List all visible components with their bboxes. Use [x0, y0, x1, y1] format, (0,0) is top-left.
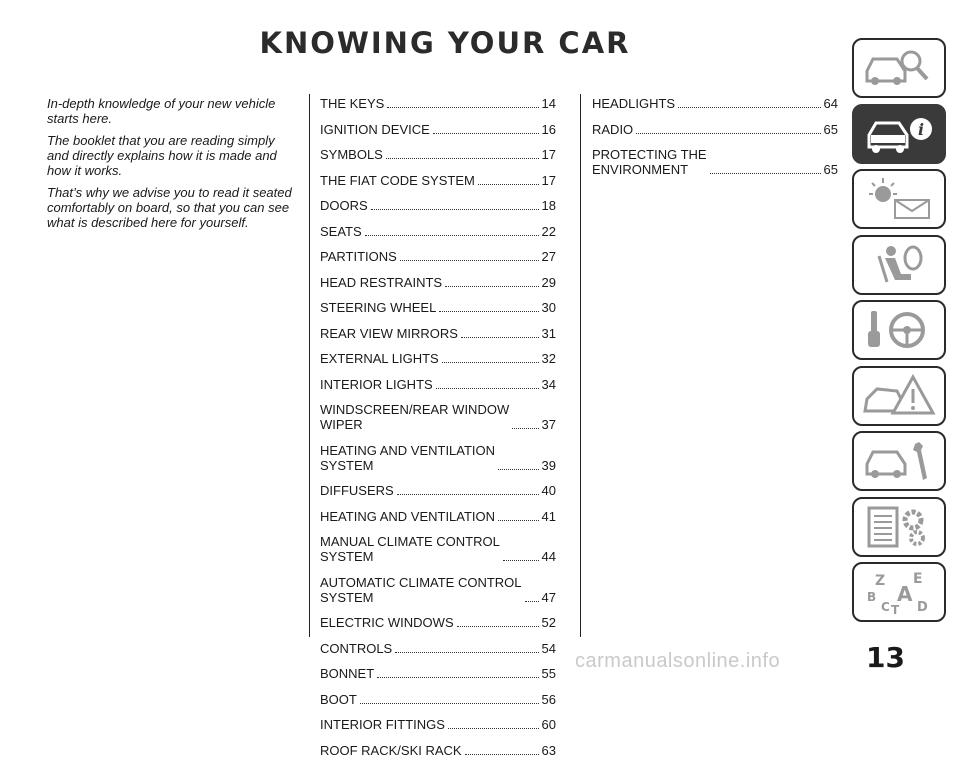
dot-leader [498, 520, 538, 521]
toc-entry-page: 60 [541, 717, 556, 732]
toc-entry-title: DIFFUSERS [320, 483, 394, 498]
dot-leader [397, 494, 539, 495]
toc-entry-title: BOOT [320, 691, 357, 707]
toc-column-1 [320, 96, 556, 768]
svg-text:i: i [917, 119, 925, 139]
toc-entry[interactable] [320, 377, 556, 392]
index-letter: C [881, 600, 890, 614]
toc-entry[interactable] [320, 96, 556, 111]
toc-entry[interactable] [320, 326, 556, 341]
toc-entry[interactable] [320, 509, 556, 524]
toc-entry[interactable] [320, 402, 556, 432]
toc-entry[interactable] [592, 96, 838, 111]
dot-leader [365, 235, 539, 236]
toc-entry-title: HEAD RESTRAINTS [320, 274, 443, 290]
dot-leader [512, 428, 538, 429]
toc-entry-page: 14 [541, 96, 556, 111]
dot-leader [439, 311, 538, 312]
warning-light-message-icon [861, 176, 937, 222]
toc-entry[interactable] [320, 483, 556, 498]
dot-leader [371, 209, 539, 210]
dot-leader [400, 260, 539, 261]
dot-leader [445, 286, 538, 287]
tab-warning-lights[interactable] [852, 169, 946, 229]
toc-entry-page: 54 [541, 640, 556, 656]
dot-leader [465, 754, 539, 755]
toc-entry-title: SYMBOLS [320, 147, 383, 162]
toc-entry-page: 17 [541, 147, 556, 162]
tab-car-info[interactable] [852, 104, 946, 164]
toc-entry-page: 44 [541, 549, 556, 564]
toc-column-2 [592, 96, 838, 188]
toc-entry-title: AUTOMATIC CLIMATE CONTROL SYSTEM [320, 574, 522, 605]
section-title: KNOWING YOUR CAR [259, 26, 631, 60]
dot-leader [525, 601, 539, 602]
toc-entry[interactable] [320, 300, 556, 315]
toc-entry-page: 41 [541, 508, 556, 524]
toc-entry-page: 30 [541, 300, 556, 315]
toc-entry-title: IGNITION DEVICE [320, 121, 430, 137]
toc-entry-title: THE FIAT CODE SYSTEM [320, 172, 475, 188]
car-search-icon [861, 45, 937, 91]
dot-leader [710, 173, 821, 174]
dot-leader [448, 728, 539, 729]
toc-entry[interactable] [320, 173, 556, 188]
toc-entry-page: 16 [541, 121, 556, 137]
toc-entry[interactable] [320, 147, 556, 162]
toc-entry-page: 47 [541, 589, 556, 605]
chapter-tabs [852, 38, 947, 628]
index-letter: B [867, 590, 877, 604]
column-divider [580, 94, 581, 637]
tab-index[interactable] [852, 562, 946, 622]
dot-leader [457, 626, 539, 627]
dot-leader [442, 362, 539, 363]
toc-entry[interactable] [320, 198, 556, 213]
intro-paragraph: In-depth knowledge of your new vehicle starts here. [47, 96, 276, 126]
toc-entry[interactable] [320, 575, 556, 605]
dot-leader [386, 158, 539, 159]
toc-entry-page: 22 [541, 223, 556, 239]
toc-entry-page: 34 [541, 376, 556, 392]
toc-entry[interactable] [320, 641, 556, 656]
tab-maintenance[interactable] [852, 431, 946, 491]
toc-entry-title: WINDSCREEN/REAR WINDOW WIPER [320, 402, 510, 432]
toc-entry[interactable] [320, 224, 556, 239]
toc-entry-title: STEERING WHEEL [320, 300, 437, 315]
toc-entry[interactable] [320, 275, 556, 290]
toc-entry-title: DOORS [320, 198, 368, 213]
toc-entry[interactable] [320, 615, 556, 630]
toc-entry-page: 31 [541, 325, 556, 341]
spec-sheet-gears-icon [861, 504, 937, 550]
toc-entry-page: 17 [541, 172, 556, 188]
toc-entry[interactable] [320, 717, 556, 732]
toc-entry-title: REAR VIEW MIRRORS [320, 325, 458, 341]
toc-entry[interactable] [592, 147, 838, 177]
toc-entry-title: PARTITIONS [320, 249, 397, 264]
column-divider [309, 94, 310, 637]
toc-entry-page: 32 [541, 351, 556, 366]
dot-leader [387, 107, 538, 108]
tab-starting-driving[interactable] [852, 300, 946, 360]
dot-leader [436, 388, 539, 389]
tab-technical-data[interactable] [852, 497, 946, 557]
toc-entry-title: SEATS [320, 223, 362, 239]
index-letter: A [897, 582, 913, 606]
toc-entry-title: INTERIOR FITTINGS [320, 717, 445, 732]
index-letter: E [913, 571, 923, 587]
dot-leader [360, 703, 539, 704]
airbag-seat-icon [861, 242, 937, 288]
key-steering-wheel-icon [861, 307, 937, 353]
alphabetical-index-icon [861, 569, 937, 615]
toc-entry-page: 64 [823, 96, 838, 111]
tab-car-search[interactable] [852, 38, 946, 98]
dot-leader [678, 107, 820, 108]
car-info-icon [861, 111, 937, 157]
dot-leader [636, 133, 820, 134]
toc-entry[interactable] [320, 692, 556, 707]
toc-entry-page: 27 [541, 249, 556, 264]
car-wrench-icon [861, 438, 937, 484]
toc-entry[interactable] [592, 122, 838, 137]
toc-entry-title: ELECTRIC WINDOWS [320, 615, 454, 630]
toc-entry-title: CONTROLS [320, 640, 393, 656]
dot-leader [433, 133, 539, 134]
dot-leader [461, 337, 539, 338]
toc-entry[interactable] [320, 534, 556, 564]
tab-emergency[interactable] [852, 366, 946, 426]
car-crash-warning-icon [861, 373, 937, 419]
toc-entry-page: 39 [541, 457, 556, 473]
toc-entry-page: 18 [541, 198, 556, 213]
toc-entry-page: 65 [823, 121, 838, 137]
toc-entry-title: ROOF RACK/SKI RACK [320, 742, 462, 758]
toc-entry-page: 37 [541, 417, 556, 432]
toc-entry-page: 65 [823, 162, 838, 177]
toc-entry[interactable] [320, 666, 556, 681]
toc-entry-title: BONNET [320, 666, 375, 681]
toc-entry-title: INTERIOR LIGHTS [320, 376, 433, 392]
tab-safety[interactable] [852, 235, 946, 295]
dot-leader [395, 652, 538, 653]
toc-entry-title: RADIO [592, 121, 634, 137]
toc-entry-title: HEATING AND VENTILATION SYSTEM [320, 442, 496, 473]
dot-leader [478, 184, 539, 185]
page-number: 13 [866, 641, 905, 674]
index-letter: Z [875, 573, 886, 589]
toc-entry-title: PROTECTING THE ENVIRONMENT [592, 147, 707, 177]
toc-entry[interactable] [320, 249, 556, 264]
intro-paragraph: The booklet that you are reading simply and directly explains how it is made and how it works. [47, 133, 277, 178]
toc-entry-page: 29 [541, 274, 556, 290]
toc-entry[interactable] [320, 743, 556, 758]
toc-entry[interactable] [320, 122, 556, 137]
toc-entry-title: HEADLIGHTS [592, 96, 676, 111]
toc-entry-title: MANUAL CLIMATE CONTROL SYSTEM [320, 534, 500, 564]
toc-entry-page: 52 [541, 615, 556, 630]
toc-entry[interactable] [320, 443, 556, 473]
toc-entry-title: THE KEYS [320, 96, 385, 111]
dot-leader [503, 560, 539, 561]
toc-entry[interactable] [320, 351, 556, 366]
intro-paragraph: That’s why we advise you to read it seated comfortably on board, so that you can see what is described here for yourself. [47, 185, 292, 230]
toc-entry-page: 40 [541, 483, 556, 498]
intro-text [47, 96, 299, 237]
toc-entry-page: 56 [541, 691, 556, 707]
toc-entry-page: 55 [541, 666, 556, 681]
toc-entry-title: HEATING AND VENTILATION [320, 508, 496, 524]
toc-entry-page: 63 [541, 742, 556, 758]
dot-leader [498, 469, 538, 470]
toc-entry-title: EXTERNAL LIGHTS [320, 351, 439, 366]
index-letter: D [917, 600, 928, 615]
index-letter: T [891, 603, 900, 615]
watermark: carmanualsonline.info [575, 650, 781, 672]
